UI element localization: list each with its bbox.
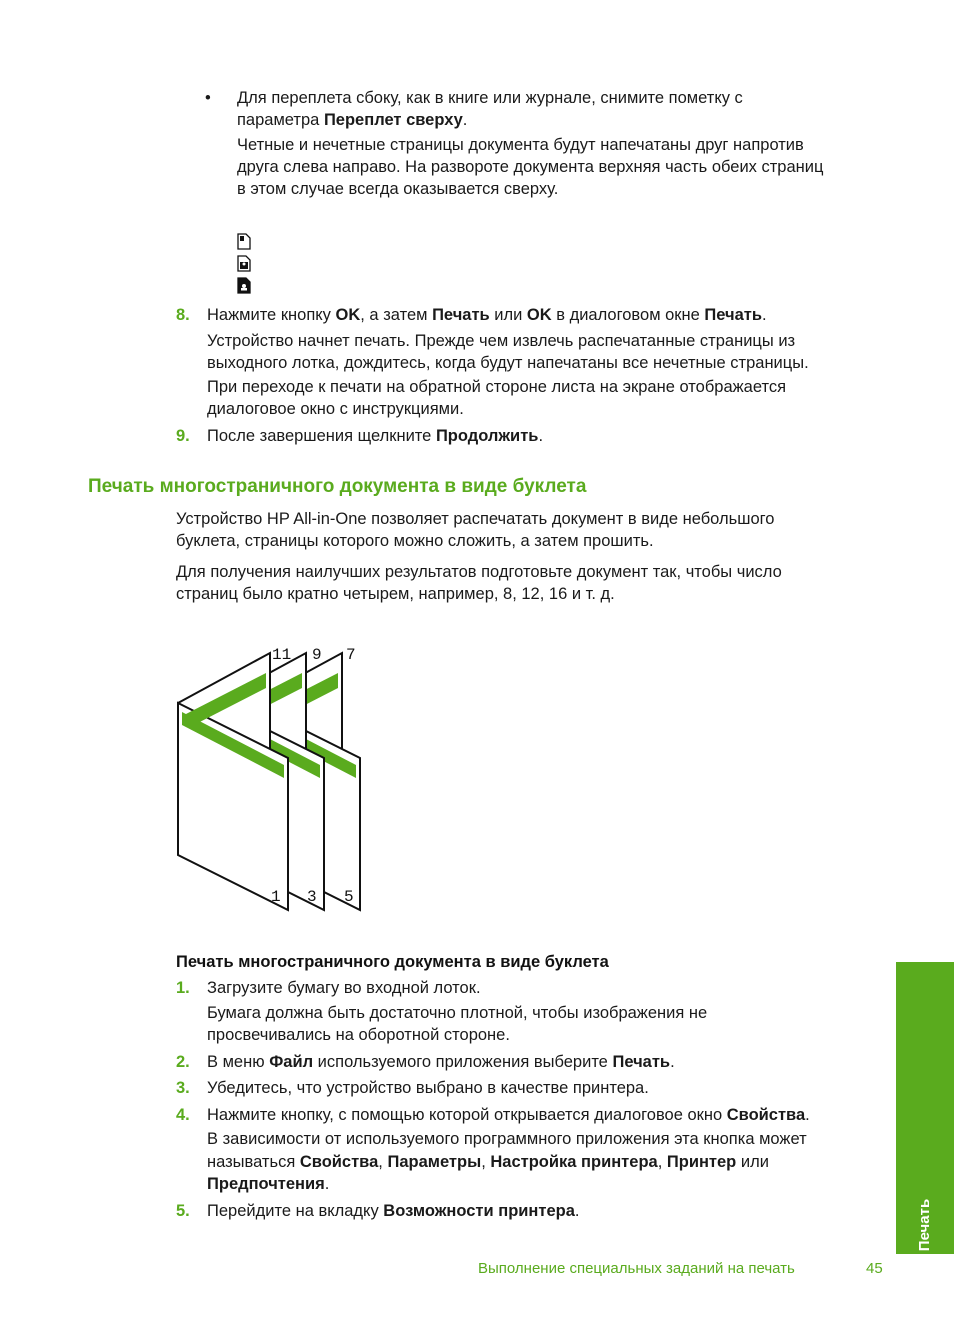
bullet-paragraph xyxy=(237,134,823,200)
page-top-binding-icon xyxy=(237,233,251,250)
procedure-step-4-paragraph-line-3: Предпочтения. xyxy=(207,1175,330,1193)
procedure-step-4-paragraph-line-2: называться Свойства, Параметры, Настройка принтера, Принтер или xyxy=(207,1153,769,1171)
step-9-text: После завершения щелкните Продолжить. xyxy=(207,427,544,445)
procedure-step-3-text: Убедитесь, что устройство выбрано в качестве принтера. xyxy=(207,1079,649,1097)
procedure-step-2-text: В меню Файл используемого приложения выберите Печать. xyxy=(207,1053,675,1071)
page-number-label: 11 xyxy=(272,646,292,664)
footer-chapter-title: Выполнение специальных заданий на печать xyxy=(478,1260,795,1277)
procedure-step-5-text: Перейдите на вкладку Возможности принтера. xyxy=(207,1202,580,1220)
procedure-title: Печать многостраничного документа в виде буклета xyxy=(176,953,609,971)
page-portrait-icon xyxy=(237,255,251,272)
procedure-step-3-number: 3. xyxy=(176,1079,190,1097)
paragraph-line: просвечивались на оборотной стороне. xyxy=(207,1026,510,1044)
paragraph-line: Устройство HP All-in-One позволяет распечатать документ в виде небольшого xyxy=(176,510,775,528)
procedure-step-1-paragraph xyxy=(207,1002,707,1046)
chapter-side-tab xyxy=(896,962,954,1254)
page-number-label: 5 xyxy=(344,888,354,906)
procedure-step-5-number: 5. xyxy=(176,1202,190,1220)
paragraph-line: Бумага должна быть достаточно плотной, чтобы изображения не xyxy=(207,1004,708,1022)
page-number-label: 3 xyxy=(307,888,317,906)
page-number-label: 9 xyxy=(312,646,322,664)
bullet-paragraph-line: Четные и нечетные страницы документа будут напечатаны друг напротив xyxy=(237,136,804,154)
page-portrait-filled-icon xyxy=(237,277,251,294)
paragraph-line: При переходе к печати на обратной стороне листа на экране отображается xyxy=(207,378,787,396)
step-8-paragraph-1 xyxy=(207,330,809,374)
section-intro-1 xyxy=(176,508,774,552)
procedure-step-1-number: 1. xyxy=(176,979,190,997)
step-9-number: 9. xyxy=(176,427,190,445)
bullet-paragraph-line: в этом случае всегда оказывается сверху. xyxy=(237,180,559,198)
bullet-marker: • xyxy=(205,89,211,107)
paragraph-line: выходного лотка, дождитесь, когда будут напечатаны все нечетные страницы. xyxy=(207,354,809,372)
paragraph-line: буклета, страницы которого можно сложить, а затем прошить. xyxy=(176,532,654,550)
paragraph-line: диалоговое окно с инструкциями. xyxy=(207,400,464,418)
procedure-step-1-text: Загрузите бумагу во входной лоток. xyxy=(207,979,481,997)
page-number-label: 7 xyxy=(346,646,356,664)
section-heading: Печать многостраничного документа в виде буклета xyxy=(88,476,587,497)
step-8-number: 8. xyxy=(176,306,190,324)
procedure-step-4-text: Нажмите кнопку, с помощью которой открывается диалоговое окно Свойства. xyxy=(207,1106,810,1124)
paragraph-line: страниц было кратно четырем, например, 8, 12, 16 и т. д. xyxy=(176,585,615,603)
page-number-label: 1 xyxy=(271,888,281,906)
step-8-paragraph-2 xyxy=(207,376,786,420)
section-intro-2 xyxy=(176,561,782,605)
step-8-text: Нажмите кнопку OK, а затем Печать или OK в диалоговом окне Печать. xyxy=(207,306,767,324)
bullet-paragraph-line: друга слева направо. На развороте документа верхняя часть обеих страниц xyxy=(237,158,824,176)
procedure-step-2-number: 2. xyxy=(176,1053,190,1071)
footer-page-number: 45 xyxy=(866,1260,883,1277)
bullet-line-1: Для переплета сбоку, как в книге или журнале, снимите пометку с xyxy=(237,89,743,107)
paragraph-line: Устройство начнет печать. Прежде чем извлечь распечатанные страницы из xyxy=(207,332,796,350)
chapter-side-tab-label: Печать xyxy=(916,1198,933,1252)
bullet-line-2: параметра Переплет сверху. xyxy=(237,111,468,129)
paragraph-line: Для получения наилучших результатов подготовьте документ так, чтобы число xyxy=(176,563,782,581)
booklet-illustration xyxy=(170,640,370,920)
procedure-step-4-paragraph-line-1: В зависимости от используемого программного приложения эта кнопка может xyxy=(207,1130,807,1148)
procedure-step-4-number: 4. xyxy=(176,1106,190,1124)
